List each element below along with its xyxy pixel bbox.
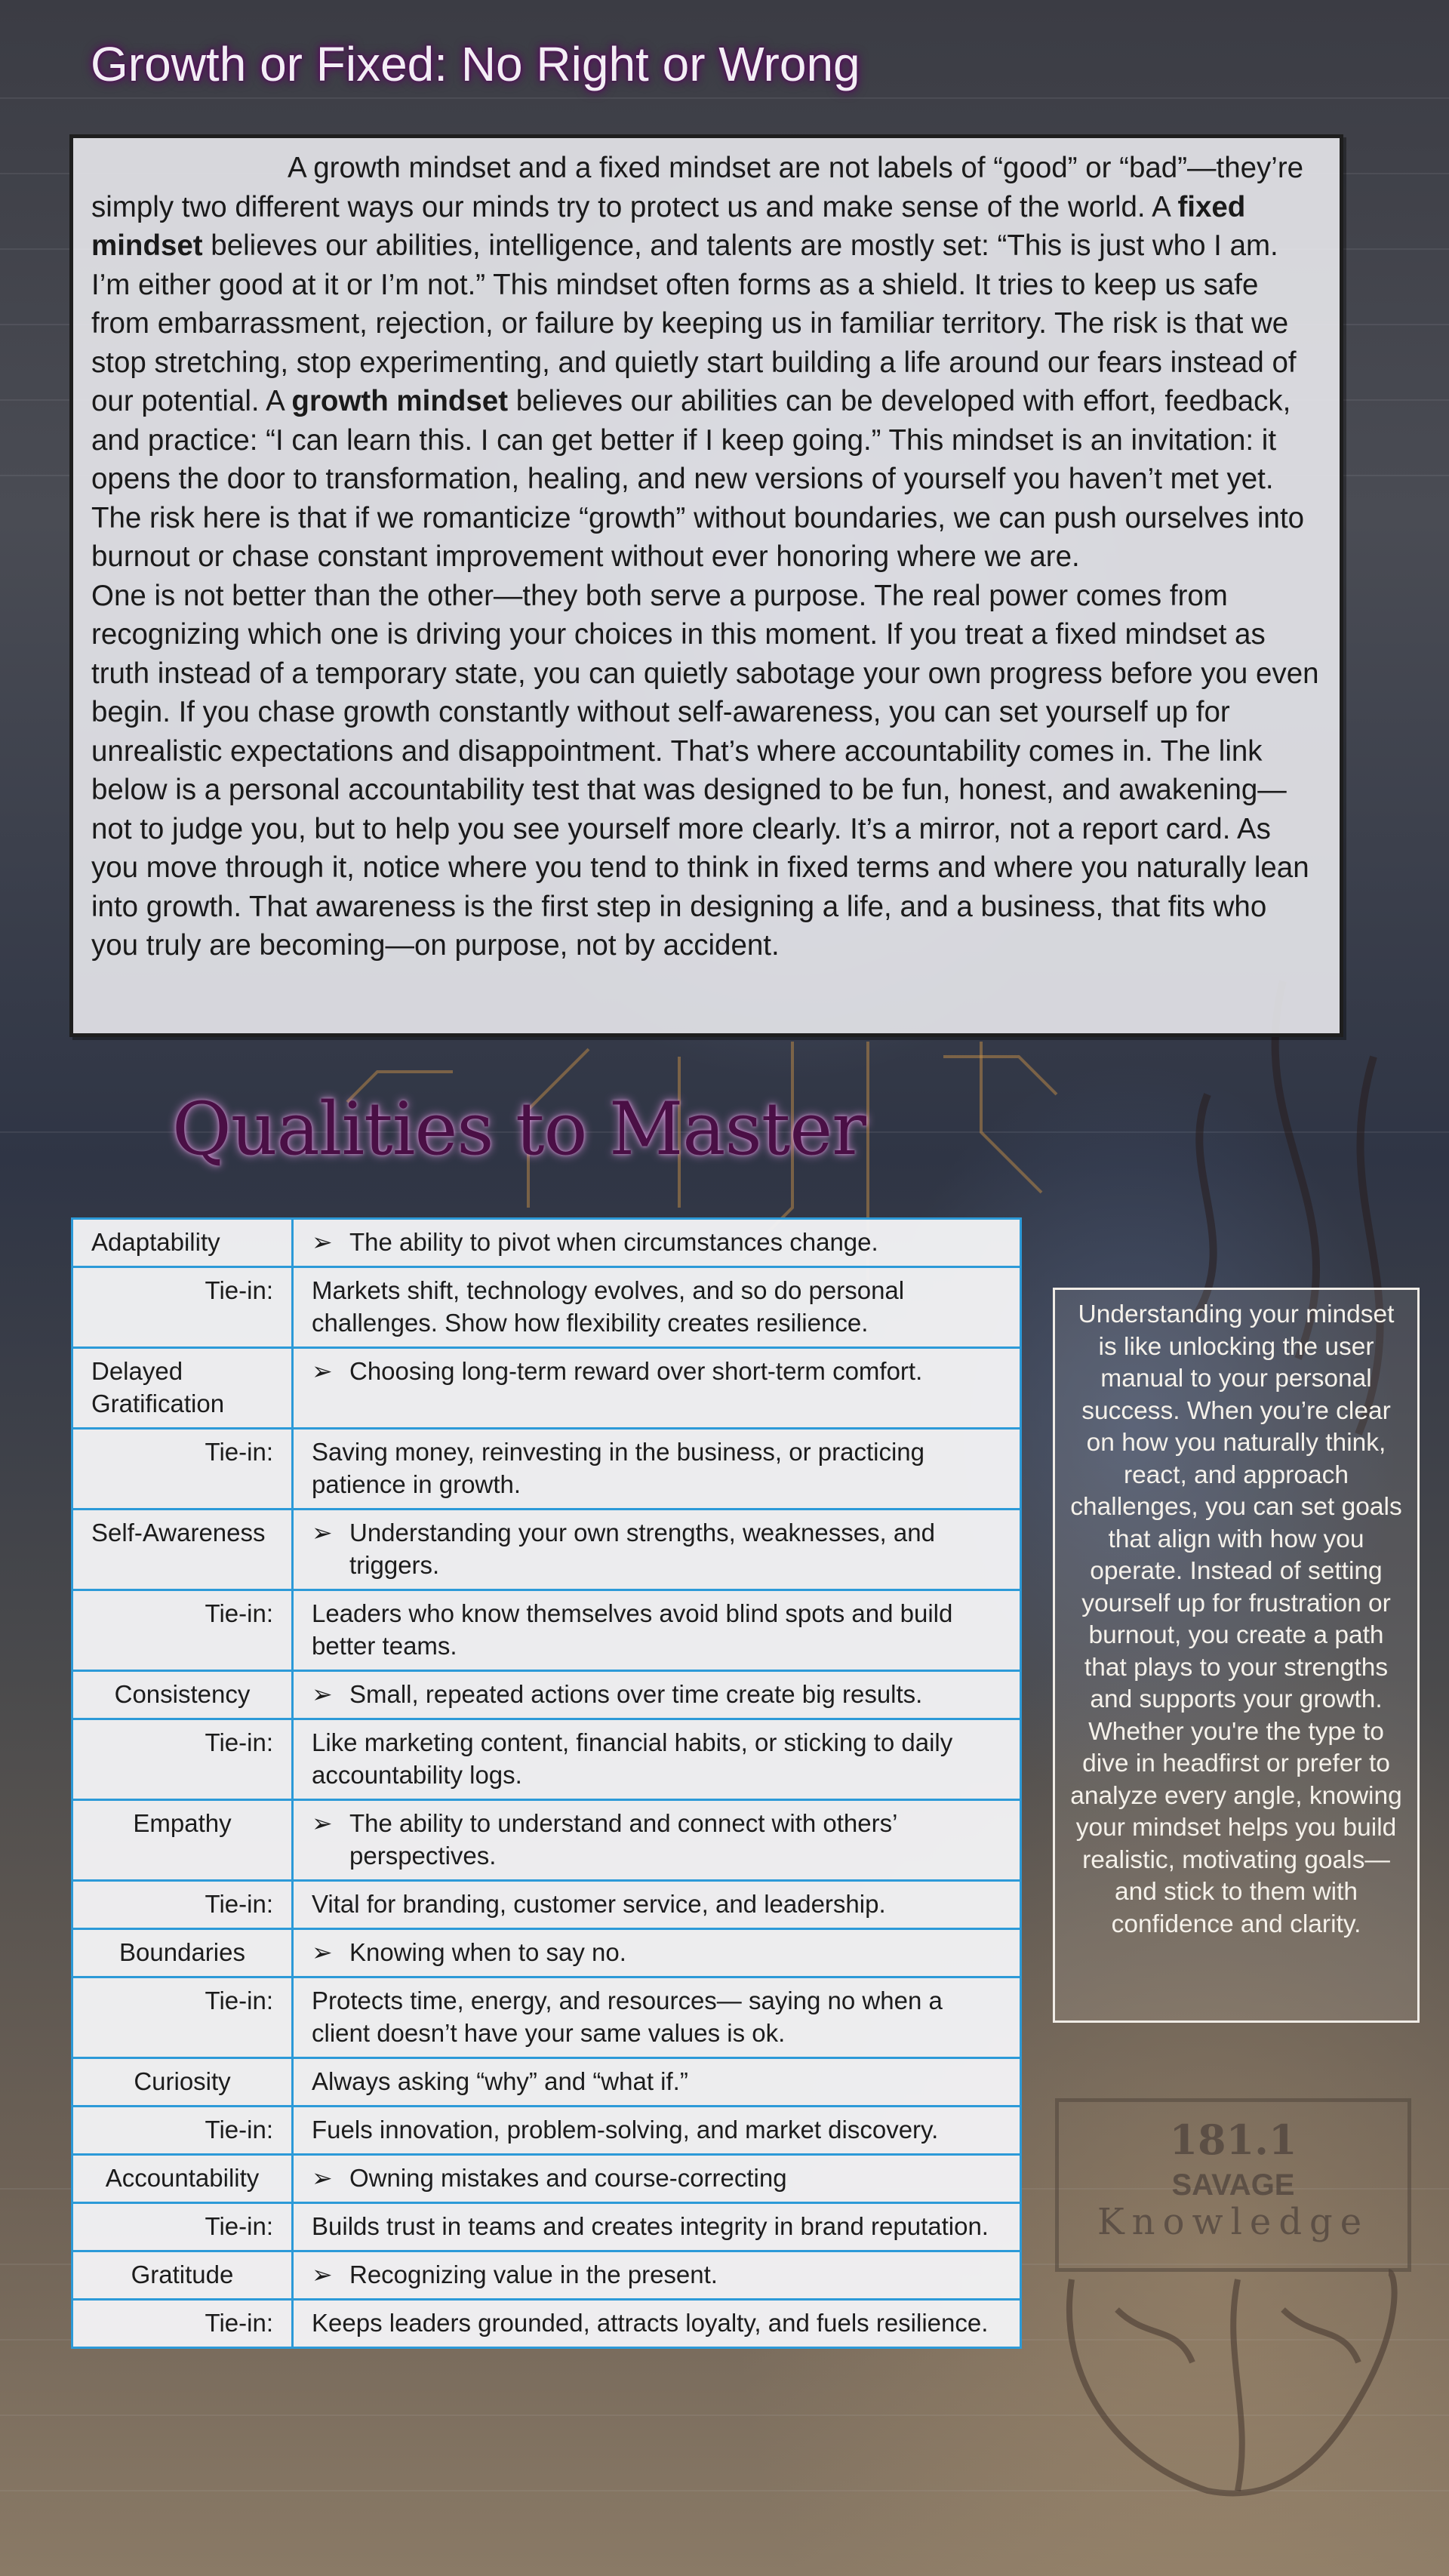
quality-description-text: Knowing when to say no. xyxy=(349,1938,626,1966)
intro-paragraph-2: One is not better than the other—they both serve a purpose. The real power comes from recognizing which one is driving your choices in this moment. If you treat a fixed mindset as truth instead of a temporary state, you can quietly sabotage your own progress before you even begin. If you chase growth constantly without self-awareness, you can set yourself up for unrealistic expectations and disappointment. That’s where accountability comes in. The link below is a personal accountability test that was designed to be fun, honest, and awakening—not to judge you, but to help you see yourself more clearly. It’s a mirror, not a report card. As you move through it, notice where you tend to think in fixed terms and where you naturally lean into growth. That awareness is the first step in designing a life, and a business, that fits who you truly are becoming—on purpose, not by accident. xyxy=(91,579,1319,962)
arrow-bullet-icon: ➢ xyxy=(312,1519,333,1547)
tie-in-row xyxy=(72,1590,1021,1671)
tie-in-text: Keeps leaders grounded, attracts loyalty, and fuels resilience. xyxy=(293,2300,1021,2348)
quality-description xyxy=(293,1510,1021,1590)
tie-in-label: Tie-in: xyxy=(72,1719,293,1800)
quality-row xyxy=(72,1671,1021,1719)
quality-name: Gratitude xyxy=(72,2251,293,2300)
tie-in-label: Tie-in: xyxy=(72,2300,293,2348)
arrow-bullet-icon: ➢ xyxy=(312,1228,333,1256)
mindset-side-note: Understanding your mindset is like unlocking the user manual to your personal success. When you’re clear on how you naturally think, react, and approach challenges, you can set goals that align with how you operate. Instead of setting yourself up for frustration or burnout, you create a path that plays to your strengths and supports your growth. Whether you're the type to dive in headfirst or prefer to analyze every angle, knowing your mindset helps you build realistic, motivating goals—and stick to them with confidence and clarity. xyxy=(1053,1288,1420,2023)
quality-row xyxy=(72,1800,1021,1881)
tie-in-row xyxy=(72,1881,1021,1929)
tie-in-label: Tie-in: xyxy=(72,2107,293,2155)
quality-description: Always asking “why” and “what if.” xyxy=(293,2058,1021,2107)
tie-in-text: Markets shift, technology evolves, and so do personal challenges. Show how flexibility creates resilience. xyxy=(293,1267,1021,1348)
tie-in-text: Fuels innovation, problem-solving, and market discovery. xyxy=(293,2107,1021,2155)
quality-name: Accountability xyxy=(72,2155,293,2203)
intro-text-box xyxy=(69,134,1343,1037)
quality-description-text: The ability to understand and connect with others’ perspectives. xyxy=(349,1809,897,1870)
quality-name: Consistency xyxy=(72,1671,293,1719)
tie-in-row xyxy=(72,1267,1021,1348)
quality-description-text: Choosing long-term reward over short-term comfort. xyxy=(349,1357,923,1385)
quality-row xyxy=(72,2058,1021,2107)
tie-in-label: Tie-in: xyxy=(72,1590,293,1671)
quality-name: Boundaries xyxy=(72,1929,293,1977)
tie-in-label: Tie-in: xyxy=(72,1977,293,2058)
qualities-table xyxy=(71,1217,1022,2349)
tie-in-row xyxy=(72,1719,1021,1800)
logo-line-1: SAVAGE xyxy=(1171,2168,1295,2202)
logo-number: 181.1 xyxy=(1169,2116,1297,2164)
tie-in-row xyxy=(72,1977,1021,2058)
tie-in-label: Tie-in: xyxy=(72,2203,293,2251)
tie-in-row xyxy=(72,2203,1021,2251)
quality-description-text: Small, repeated actions over time create big results. xyxy=(349,1680,923,1708)
tie-in-row xyxy=(72,2300,1021,2348)
quality-description xyxy=(293,2155,1021,2203)
tie-in-label: Tie-in: xyxy=(72,1881,293,1929)
quality-description xyxy=(293,2251,1021,2300)
page-title: Growth or Fixed: No Right or Wrong xyxy=(91,37,860,91)
quality-description-text: Recognizing value in the present. xyxy=(349,2261,718,2288)
quality-description xyxy=(293,1219,1021,1267)
quality-row xyxy=(72,2251,1021,2300)
intro-paragraph-1: A growth mindset and a fixed mindset are not labels of “good” or “bad”—they’re simply two different ways our minds try to protect us and make sense of the world. A fixed mindset believes our abilities, intelligence, and talents are mostly set: “This is just who I am. I’m either good at it or I’m not.” This mindset often forms as a shield. It tries to keep us safe from embarrassment, rejection, or failure by keeping us in familiar territory. The risk is that we stop stretching, stop experimenting, and quietly start building a life around our fears instead of our potential. A growth mindset believes our abilities can be developed with effort, feedback, and practice: “I can learn this. I can get better if I keep going.” This mindset is an invitation: it opens the door to transformation, healing, and new versions of yourself you haven’t met yet. The risk here is that if we romanticize “growth” without boundaries, we can push ourselves into burnout or chase constant improvement without ever honoring where we are. xyxy=(91,152,1305,573)
quality-row xyxy=(72,1348,1021,1429)
tie-in-label: Tie-in: xyxy=(72,1267,293,1348)
tie-in-row xyxy=(72,1429,1021,1510)
quality-row xyxy=(72,2155,1021,2203)
quality-description xyxy=(293,1348,1021,1429)
quality-description xyxy=(293,1929,1021,1977)
quality-name: Delayed Gratification xyxy=(72,1348,293,1429)
tie-in-text: Like marketing content, financial habits, or sticking to daily accountability logs. xyxy=(293,1719,1021,1800)
quality-name: Empathy xyxy=(72,1800,293,1881)
tie-in-text: Protects time, energy, and resources— saying no when a client doesn’t have your same values is ok. xyxy=(293,1977,1021,2058)
quality-name: Self-Awareness xyxy=(72,1510,293,1590)
arrow-bullet-icon: ➢ xyxy=(312,1357,333,1385)
arrow-bullet-icon: ➢ xyxy=(312,2164,333,2192)
arrow-bullet-icon: ➢ xyxy=(312,1809,333,1837)
tie-in-row xyxy=(72,2107,1021,2155)
quality-description-text: The ability to pivot when circumstances change. xyxy=(349,1228,878,1256)
quality-row xyxy=(72,1929,1021,1977)
quality-name: Curiosity xyxy=(72,2058,293,2107)
quality-row xyxy=(72,1510,1021,1590)
tie-in-text: Vital for branding, customer service, and leadership. xyxy=(293,1881,1021,1929)
quality-description xyxy=(293,1800,1021,1881)
tie-in-text: Builds trust in teams and creates integrity in brand reputation. xyxy=(293,2203,1021,2251)
quality-description xyxy=(293,1671,1021,1719)
quality-description-text: Owning mistakes and course-correcting xyxy=(349,2164,787,2192)
arrow-bullet-icon: ➢ xyxy=(312,2261,333,2288)
tie-in-text: Saving money, reinvesting in the business, or practicing patience in growth. xyxy=(293,1429,1021,1510)
qualities-heading: Qualities to Master xyxy=(172,1087,866,1171)
tie-in-label: Tie-in: xyxy=(72,1429,293,1510)
quality-row xyxy=(72,1219,1021,1267)
quality-name: Adaptability xyxy=(72,1219,293,1267)
savage-knowledge-logo xyxy=(1055,2098,1411,2272)
arrow-bullet-icon: ➢ xyxy=(312,1938,333,1966)
logo-line-2: Knowledge xyxy=(1097,2201,1370,2243)
quality-description-text: Understanding your own strengths, weaknesses, and triggers. xyxy=(349,1519,935,1579)
arrow-bullet-icon: ➢ xyxy=(312,1680,333,1708)
tie-in-text: Leaders who know themselves avoid blind spots and build better teams. xyxy=(293,1590,1021,1671)
